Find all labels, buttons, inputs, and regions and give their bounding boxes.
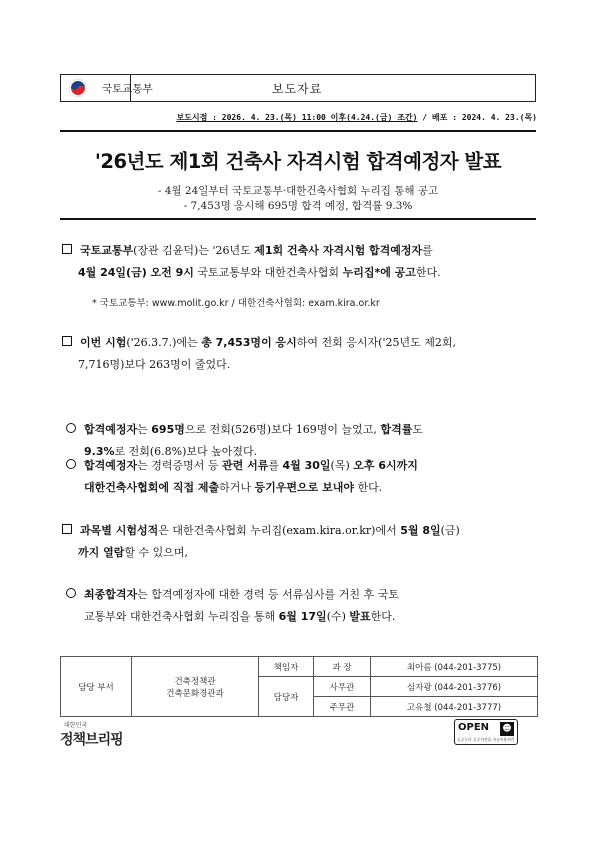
dept-bureau: 건축정책관 (174, 676, 216, 687)
circle-bullet-icon (66, 459, 76, 469)
text: 7,716명)보다 263명이 줄었다. (78, 358, 231, 371)
text: 은 대한건축사협회 누리집(exam.kira.or.kr)에서 (158, 524, 401, 537)
bold: 최종합격자 (84, 588, 138, 601)
text: 으로 전회(526명)보다 169명이 늘었고, (184, 423, 381, 436)
exam-bold: 제1회 건축사 자격시험 합격예정자 (254, 244, 423, 257)
bold: 9.3% (84, 445, 115, 458)
item-documents (66, 455, 540, 499)
bold: 695명 (151, 423, 185, 436)
text: 한다. (370, 610, 396, 623)
text: 를 (268, 459, 283, 472)
applicants-bold: 총 7,453명이 응시 (201, 336, 297, 349)
text: 는 합격예정자에 대한 경력 등 서류심사를 거친 후 국토 (137, 588, 399, 601)
ministry-bold: 국토교통부 (80, 244, 134, 257)
name-cell: 고유철 (044-201-3777) (371, 697, 538, 717)
bold: 합격예정자 (84, 423, 138, 436)
text: 하거나 (219, 481, 255, 494)
text: 는 (137, 423, 152, 436)
text: ('26.3.7.)에는 (126, 336, 202, 349)
square-bullet-icon (62, 524, 72, 534)
text: 한다. (415, 266, 441, 279)
text: 국토교통부와 대한건축사협회 (193, 266, 343, 279)
distribution-date: / 배포 : 2024. 4. 23.(목) (417, 113, 537, 122)
ministry-name: 국토교통부 (102, 83, 153, 95)
open-label: OPEN (458, 722, 490, 733)
logo-caption: 대한민국 (64, 722, 88, 729)
text: 로 전회(6.8%)보다 높아졌다. (114, 445, 258, 458)
text: 도 (412, 423, 423, 436)
bold: 합격률 (380, 423, 413, 436)
bold: 오후 6시까지 (353, 459, 418, 472)
staff-label: 담당자 (259, 677, 314, 717)
circle-bullet-icon (66, 588, 76, 598)
title-cell: 주무관 (314, 697, 371, 717)
bold: 대한건축사협회에 직접 제출 (84, 481, 220, 494)
logo-text: 정책브리핑 (60, 732, 123, 748)
name-cell: 심자광 (044-201-3776) (371, 677, 538, 697)
bold: 4월 30일 (282, 459, 331, 472)
date-bold: 4월 24일(금) 오전 9시 (78, 266, 194, 279)
text: (금) (440, 524, 460, 537)
subtitle-2: - 7,453명 응시해 695명 합격 예정, 합격률 9.3% (183, 200, 413, 212)
open-caption: 공공누리 공공저작물 자유이용허락 (457, 737, 515, 742)
bold: 과목별 시험성적 (80, 524, 159, 537)
footnote-websites: * 국토교통부: www.molit.go.kr / 대한건축사협회: exam.kira.or.kr (92, 298, 380, 309)
bold: 5월 8일 (400, 524, 441, 537)
paragraph-applicants (62, 332, 540, 376)
title-cell: 과 장 (314, 657, 371, 677)
text: 교통부와 대한건축사협회 누리집을 통해 (84, 610, 279, 623)
responsible-label: 책임자 (259, 657, 314, 677)
website-bold: 누리집*에 공고 (342, 266, 416, 279)
dept-division: 건축문화경관과 (166, 688, 224, 699)
text: 를 (422, 244, 433, 257)
square-bullet-icon (62, 336, 72, 346)
circle-bullet-icon (66, 423, 76, 433)
page-title: '26년도 제1회 건축사 자격시험 합격예정자 발표 (94, 150, 502, 173)
text: (장관 김윤덕)는 '26년도 (133, 244, 255, 257)
text: 할 수 있으며, (124, 546, 188, 559)
subtitle-1: - 4월 24일부터 국토교통부·대한건축사협회 누리집 통해 공고 (157, 185, 439, 197)
text: 한다. (354, 481, 383, 494)
government-emblem-icon (68, 78, 88, 98)
document-type: 보도자료 (272, 82, 323, 96)
text: 하여 전회 응시자('25년도 제2회, (296, 336, 456, 349)
text: (수) (326, 610, 350, 623)
exam-bold: 이번 시험 (80, 336, 127, 349)
dept-cell (132, 657, 259, 717)
paragraph-announcement (62, 240, 540, 284)
bold: 관련 서류 (222, 459, 269, 472)
text: 는 경력증명서 등 (137, 459, 223, 472)
title-cell: 사무관 (314, 677, 371, 697)
open-license-badge (454, 719, 518, 745)
policy-briefing-logo (60, 720, 123, 749)
embargo-time: 보도시점 : 2026. 4. 23.(목) 11:00 이후(4.24.(금) 조간) (176, 113, 418, 122)
person-icon: ☻ (500, 722, 514, 736)
bold: 까지 열람 (78, 546, 125, 559)
text: (목) (330, 459, 354, 472)
dept-label: 담당 부서 (61, 657, 132, 717)
embargo-line (176, 112, 537, 123)
bold: 발표 (349, 610, 371, 623)
bold: 합격예정자 (84, 459, 138, 472)
name-cell: 최아름 (044-201-3775) (371, 657, 538, 677)
bold: 등기우편으로 보내야 (254, 481, 355, 494)
contact-table (60, 656, 538, 717)
bold: 6월 17일 (278, 610, 327, 623)
paragraph-scores (62, 520, 540, 564)
square-bullet-icon (62, 244, 72, 254)
item-final-pass (66, 584, 540, 628)
